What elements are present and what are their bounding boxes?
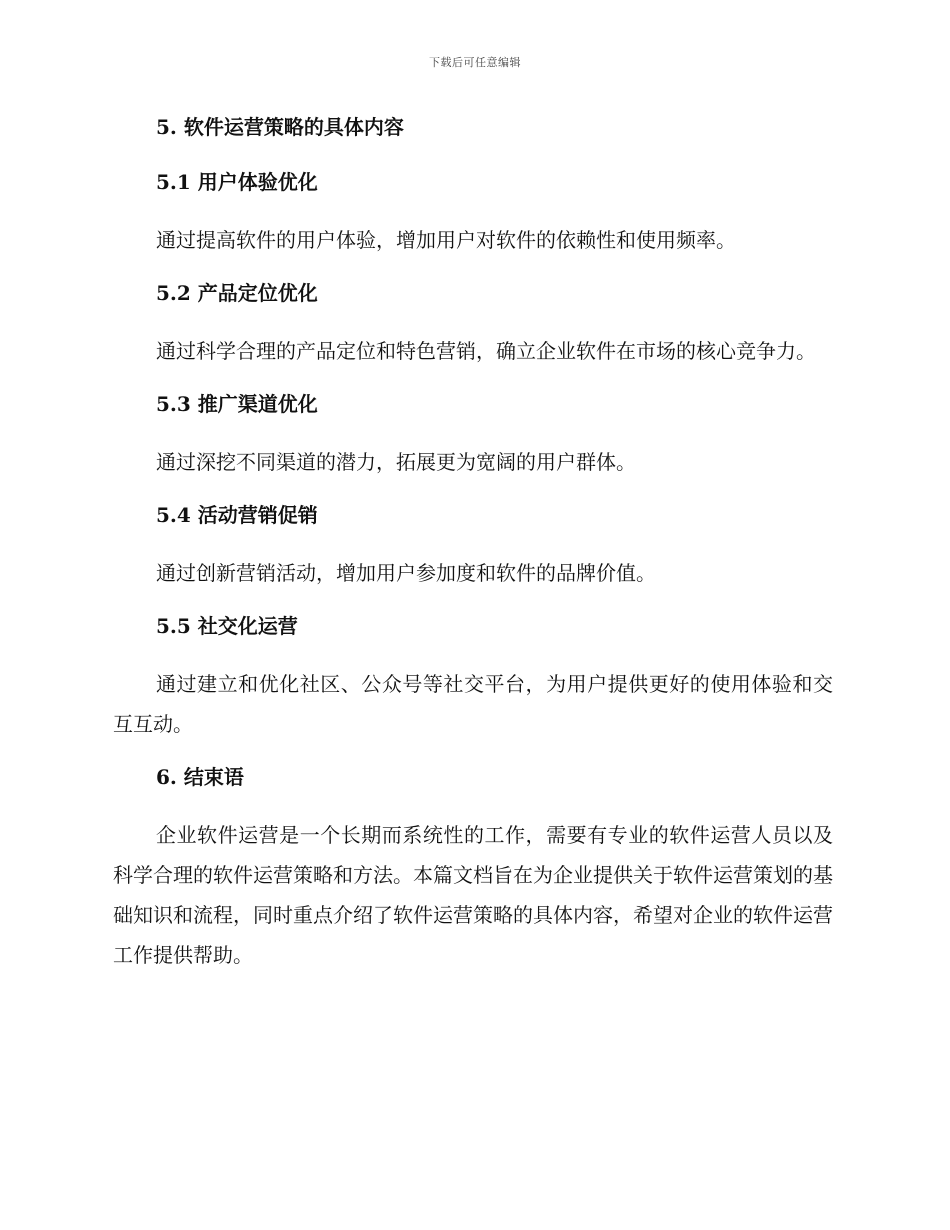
- section-5-heading: 5. 软件运营策略的具体内容: [156, 115, 404, 139]
- section-5-2-body: 通过科学合理的产品定位和特色营销，确立企业软件在市场的核心竞争力。: [156, 339, 816, 363]
- page-header: 下载后可任意编辑: [429, 56, 521, 69]
- section-5-1-body: 通过提高软件的用户体验，增加用户对软件的依赖性和使用频率。: [156, 228, 736, 252]
- section-6-body: 企业软件运营是一个长期而系统性的工作，需要有专业的软件运营人员以及科学合理的软件运营策略和方法。本篇文档旨在为企业提供关于软件运营策划的基础知识和流程，同时重点介绍了软件运营策略的具体内容，希望对企业的软件运营工作提供帮助。: [113, 823, 833, 967]
- section-5-5-body: 通过建立和优化社区、公众号等社交平台，为用户提供更好的使用体验和交互互动。: [113, 672, 833, 736]
- section-6-heading: 6. 结束语: [156, 765, 244, 789]
- section-5-4-body: 通过创新营销活动，增加用户参加度和软件的品牌价值。: [156, 561, 656, 585]
- section-5-4-heading: 5.4 活动营销促销: [156, 503, 318, 527]
- section-5-2-heading: 5.2 产品定位优化: [156, 281, 318, 305]
- document-body: [113, 110, 833, 991]
- section-5-3-heading: 5.3 推广渠道优化: [156, 392, 318, 416]
- section-5-1-heading: 5.1 用户体验优化: [156, 170, 318, 194]
- section-5-3-body: 通过深挖不同渠道的潜力，拓展更为宽阔的用户群体。: [156, 450, 636, 474]
- section-5-5-heading: 5.5 社交化运营: [156, 614, 298, 638]
